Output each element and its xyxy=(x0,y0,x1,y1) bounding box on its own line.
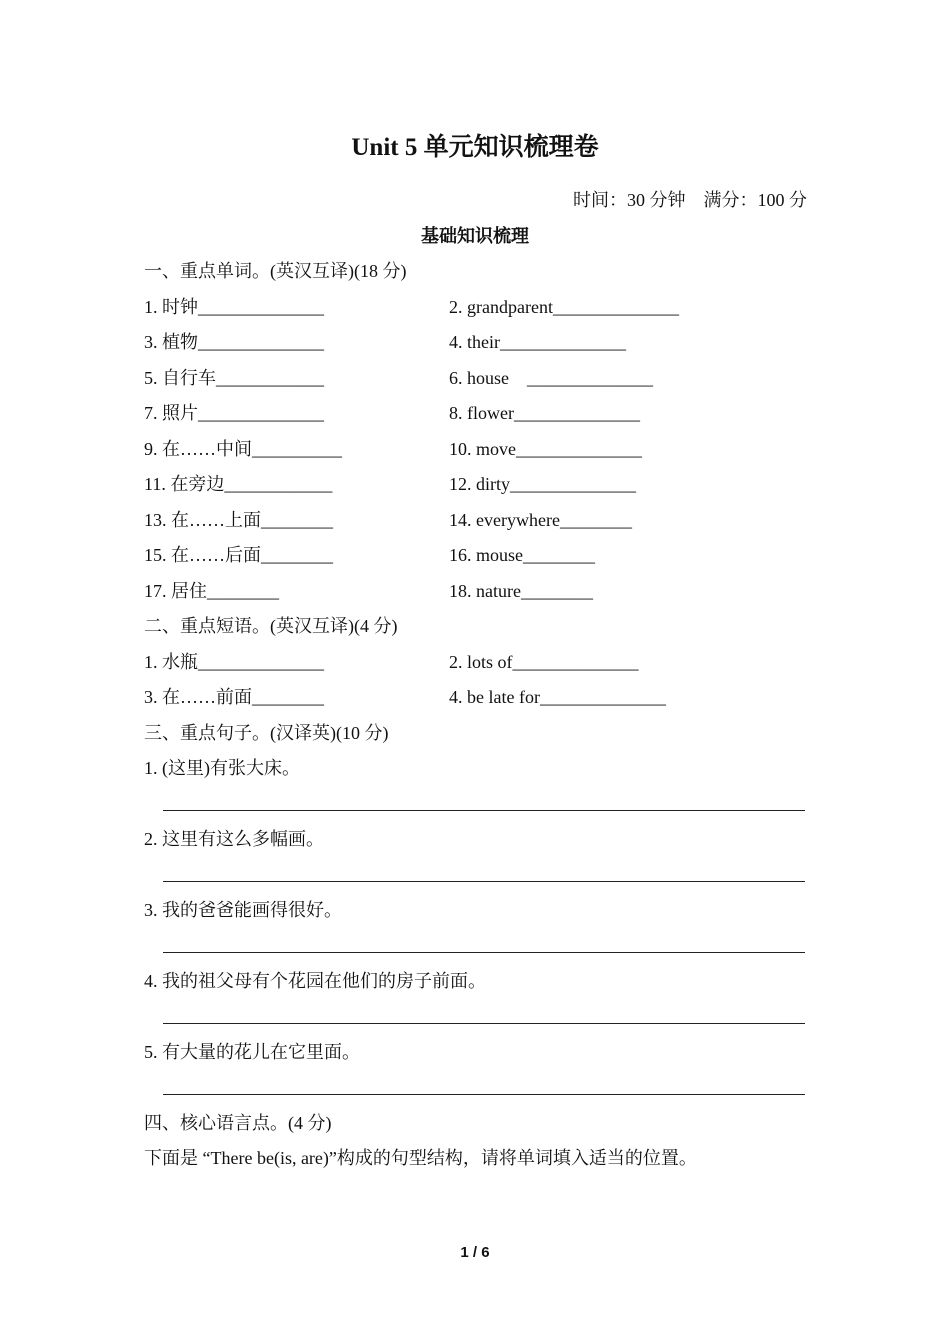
vocab-item-13: 13. 在……上面________ xyxy=(144,510,333,530)
vocab-item-11: 11. 在旁边____________ xyxy=(144,474,333,494)
vocab-item-10: 10. move______________ xyxy=(449,439,642,459)
answer-line-1[interactable] xyxy=(163,810,805,811)
phrase-item-2: 2. lots of______________ xyxy=(449,652,639,672)
sentence-item-5: 5. 有大量的花儿在它里面。 xyxy=(144,1042,360,1062)
vocab-item-9: 9. 在……中间__________ xyxy=(144,439,342,459)
phrase-item-1: 1. 水瓶______________ xyxy=(144,652,324,672)
vocab-item-16: 16. mouse________ xyxy=(449,545,595,565)
vocab-item-12: 12. dirty______________ xyxy=(449,474,636,494)
answer-line-4[interactable] xyxy=(163,1023,805,1024)
phrase-item-4: 4. be late for______________ xyxy=(449,687,666,707)
vocab-item-5: 5. 自行车____________ xyxy=(144,368,324,388)
section-subtitle: 基础知识梳理 xyxy=(421,226,529,246)
vocab-item-1: 1. 时钟______________ xyxy=(144,297,324,317)
page-title: Unit 5 单元知识梳理卷 xyxy=(351,134,599,161)
page-number: 1 / 6 xyxy=(460,1244,490,1261)
vocab-item-14: 14. everywhere________ xyxy=(449,510,632,530)
sentence-item-1: 1. (这里)有张大床。 xyxy=(144,758,300,778)
vocab-item-4: 4. their______________ xyxy=(449,332,626,352)
vocab-item-6: 6. house ______________ xyxy=(449,368,653,388)
exam-meta: 时间：30 分钟 满分：100 分 xyxy=(573,190,807,210)
vocab-item-18: 18. nature________ xyxy=(449,581,593,601)
vocab-item-3: 3. 植物______________ xyxy=(144,332,324,352)
section-3-heading: 三、重点句子。(汉译英)(10 分) xyxy=(144,723,389,743)
vocab-item-17: 17. 居住________ xyxy=(144,581,279,601)
sentence-item-2: 2. 这里有这么多幅画。 xyxy=(144,829,324,849)
vocab-item-7: 7. 照片______________ xyxy=(144,403,324,423)
section-1-heading: 一、重点单词。(英汉互译)(18 分) xyxy=(144,261,407,281)
sentence-item-3: 3. 我的爸爸能画得很好。 xyxy=(144,900,342,920)
vocab-item-8: 8. flower______________ xyxy=(449,403,640,423)
section-2-heading: 二、重点短语。(英汉互译)(4 分) xyxy=(144,616,398,636)
section-4-instruction: 下面是 “There be(is, are)”构成的句型结构，请将单词填入适当的位置。 xyxy=(144,1148,697,1168)
phrase-item-3: 3. 在……前面________ xyxy=(144,687,324,707)
answer-line-3[interactable] xyxy=(163,952,805,953)
answer-line-5[interactable] xyxy=(163,1094,805,1095)
vocab-item-15: 15. 在……后面________ xyxy=(144,545,333,565)
section-4-heading: 四、核心语言点。(4 分) xyxy=(144,1113,332,1133)
sentence-item-4: 4. 我的祖父母有个花园在他们的房子前面。 xyxy=(144,971,486,991)
answer-line-2[interactable] xyxy=(163,881,805,882)
vocab-item-2: 2. grandparent______________ xyxy=(449,297,679,317)
